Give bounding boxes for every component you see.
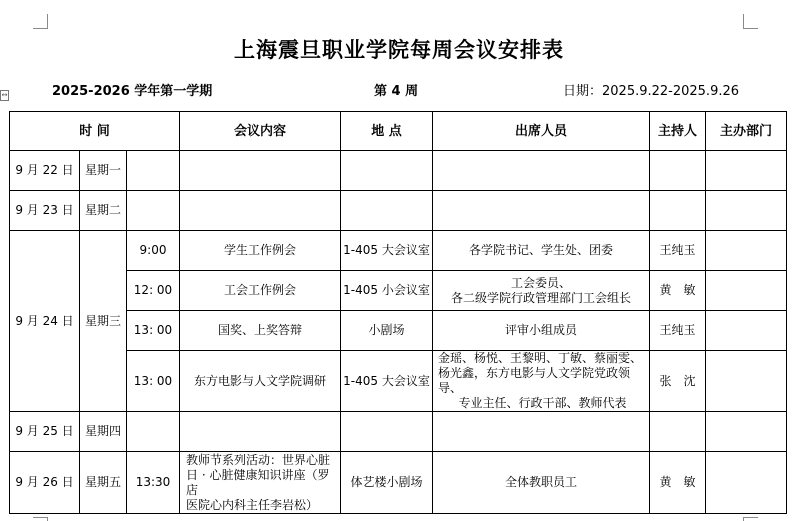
- header-department: 主办部门: [706, 112, 787, 151]
- week-label: 第 4 周: [374, 84, 419, 99]
- document-title: 上海震旦职业学院每周会议安排表: [234, 38, 564, 62]
- crop-mark-bottom-left: [33, 517, 48, 521]
- attendees-cell: [433, 351, 650, 412]
- semester-label: 2025-2026 学年第一学期: [52, 84, 213, 99]
- location-cell: 小剧场: [341, 311, 433, 351]
- host-cell: 王纯玉: [650, 231, 706, 271]
- time-cell: 9:00: [127, 231, 180, 271]
- content-cell: 学生工作例会: [180, 231, 341, 271]
- header-location: 地 点: [341, 112, 433, 151]
- attendees-cell: [433, 271, 650, 311]
- attendees-cell: 各学院书记、学生处、团委: [433, 231, 650, 271]
- location-cell: 1-405 大会议室: [341, 231, 433, 271]
- weekday-cell: 星期二: [80, 191, 127, 231]
- location-cell: 体艺楼小剧场: [341, 452, 433, 514]
- time-cell: 12: 00: [127, 271, 180, 311]
- department-cell: [706, 351, 787, 412]
- attendees-line: 工会委员、: [510, 275, 571, 290]
- attendees-line: 杨光鑫，东方电影与人文学院党政领导、: [438, 366, 631, 395]
- table-row: [10, 351, 787, 412]
- weekday-cell: 星期五: [80, 452, 127, 514]
- host-cell: 黄 敏: [650, 452, 706, 514]
- crop-mark-top-right: [743, 14, 758, 29]
- weekday-cell: 星期三: [80, 231, 127, 412]
- content-cell: 东方电影与人文学院调研: [180, 351, 341, 412]
- header-attendees: 出席人员: [433, 112, 650, 151]
- date-cell: 9 月 24 日: [10, 231, 80, 412]
- date-cell: 9 月 22 日: [10, 151, 80, 191]
- department-cell: [706, 452, 787, 514]
- host-cell: 黄 敏: [650, 271, 706, 311]
- content-line: 医院心内科主任李岩松）: [186, 497, 319, 512]
- table-row: [10, 412, 787, 452]
- meeting-schedule-table: [9, 111, 787, 514]
- content-line: 日 · 心脏健康知识讲座（罗店: [186, 467, 330, 497]
- host-cell: 张 沈: [650, 351, 706, 412]
- department-cell: [706, 271, 787, 311]
- content-cell: 国奖、上奖答辩: [180, 311, 341, 351]
- header-content: 会议内容: [180, 112, 341, 151]
- table-row: [10, 151, 787, 191]
- table-row: [10, 452, 787, 514]
- time-cell: 13: 00: [127, 311, 180, 351]
- table-row: [10, 271, 787, 311]
- attendees-line: 各二级学院行政管理部门工会组长: [450, 290, 631, 305]
- crop-mark-bottom-right: [743, 517, 758, 521]
- table-row: [10, 191, 787, 231]
- host-cell: 王纯玉: [650, 311, 706, 351]
- date-cell: 9 月 25 日: [10, 412, 80, 452]
- table-move-handle-icon[interactable]: ↔: [1, 91, 8, 99]
- location-cell: 1-405 大会议室: [341, 351, 433, 412]
- time-cell: 13:30: [127, 452, 180, 514]
- time-cell: 13: 00: [127, 351, 180, 412]
- weekday-cell: 星期一: [80, 151, 127, 191]
- table-row: [10, 311, 787, 351]
- crop-mark-top-left: [33, 14, 48, 29]
- attendees-line: 金瑶、杨悦、王黎明、丁敏、蔡丽雯、: [438, 351, 643, 365]
- table-row: [10, 231, 787, 271]
- weekday-cell: 星期四: [80, 412, 127, 452]
- department-cell: [706, 311, 787, 351]
- attendees-cell: 评审小组成员: [433, 311, 650, 351]
- content-cell: 工会工作例会: [180, 271, 341, 311]
- content-cell: [180, 452, 341, 514]
- header-row: [10, 112, 787, 151]
- attendees-cell: 全体教职员工: [433, 452, 650, 514]
- header-time: 时 间: [10, 112, 180, 151]
- location-cell: 1-405 小会议室: [341, 271, 433, 311]
- date-cell: 9 月 23 日: [10, 191, 80, 231]
- date-range-label: 日期：2025.9.22-2025.9.26: [563, 84, 740, 99]
- date-cell: 9 月 26 日: [10, 452, 80, 514]
- content-line: 教师节系列活动：世界心脏: [186, 452, 331, 467]
- attendees-line: 专业主任、行政干部、教师代表: [458, 396, 627, 410]
- department-cell: [706, 231, 787, 271]
- header-host: 主持人: [650, 112, 706, 151]
